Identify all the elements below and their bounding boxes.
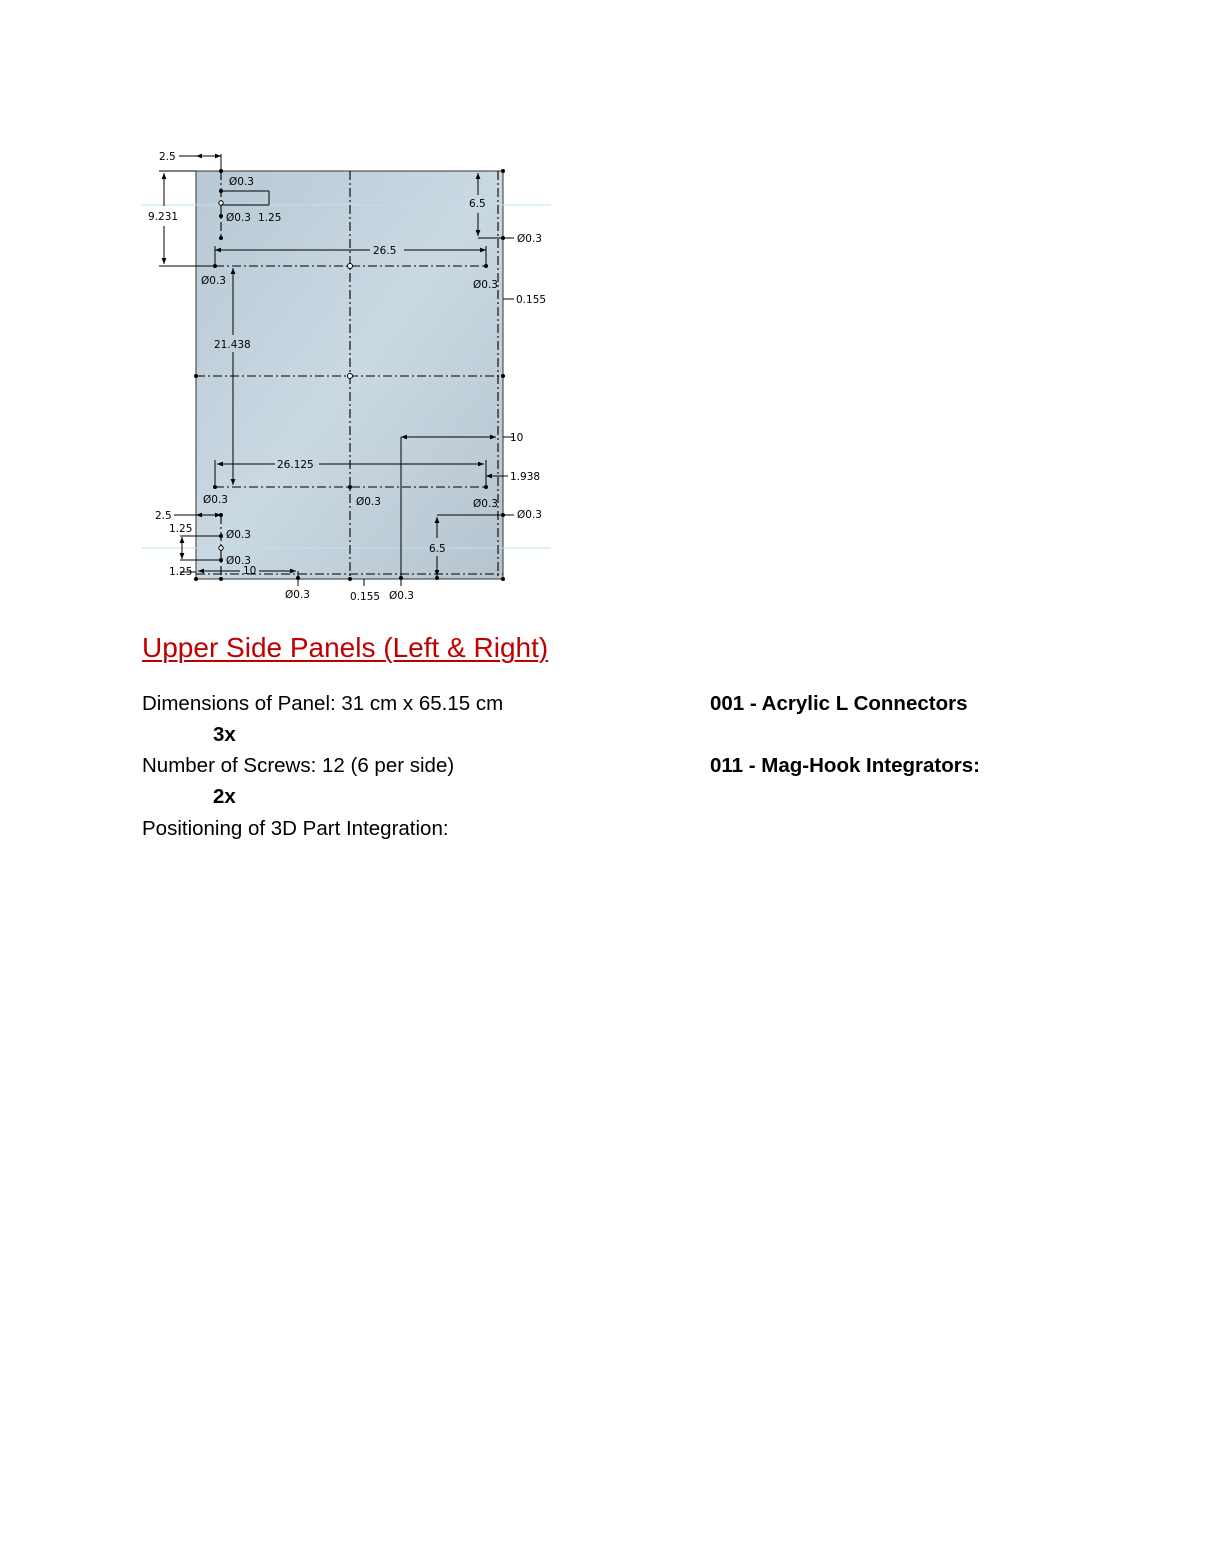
dim-0-155-bottom: 0.155 xyxy=(350,591,381,603)
mag-hook-integrators-label: 011 - Mag-Hook Integrators: xyxy=(710,754,980,777)
dim-0-155-right: 0.155 xyxy=(516,294,547,306)
dim-1-938: 1.938 xyxy=(510,471,541,483)
dim-6-5-top: 6.5 xyxy=(469,198,486,210)
dim-hole-diameter: Ø0.3 xyxy=(229,176,254,188)
dim-26-5: 26.5 xyxy=(373,245,397,257)
dim-hole-diameter: Ø0.3 xyxy=(285,589,310,601)
panel-dimensions-text: Dimensions of Panel: 31 cm x 65.15 cm xyxy=(142,692,504,715)
dim-26-125: 26.125 xyxy=(277,459,314,471)
dim-hole-diameter: Ø0.3 xyxy=(517,233,542,245)
dim-2-5-top: 2.5 xyxy=(159,151,176,163)
dim-hole-diameter: Ø0.3 xyxy=(203,494,228,506)
dim-1-25-top: 1.25 xyxy=(258,212,282,224)
dim-hole-diameter: Ø0.3 xyxy=(356,496,381,508)
dim-10-right: 10 xyxy=(510,432,524,444)
dim-6-5-bottom: 6.5 xyxy=(429,543,446,555)
dim-9-231: 9.231 xyxy=(148,211,179,223)
dim-hole-diameter: Ø0.3 xyxy=(473,498,498,510)
dim-hole-diameter: Ø0.3 xyxy=(389,590,414,602)
panel-technical-drawing xyxy=(142,140,554,610)
dim-hole-diameter: Ø0.3 xyxy=(226,529,251,541)
dim-hole-diameter: Ø0.3 xyxy=(201,275,226,287)
acrylic-l-connectors-label: 001 - Acrylic L Connectors xyxy=(710,692,968,715)
dim-1-25-bottom: 1.25 xyxy=(169,523,193,535)
quantity-2x: 2x xyxy=(213,785,236,808)
dim-hole-diameter: Ø0.3 xyxy=(226,212,251,224)
dim-hole-diameter: Ø0.3 xyxy=(226,555,251,567)
section-heading: Upper Side Panels (Left & Right) xyxy=(142,632,549,663)
dim-1-25-bottom: 1.25 xyxy=(169,566,193,578)
screw-count-text: Number of Screws: 12 (6 per side) xyxy=(142,754,455,777)
dim-21-438: 21.438 xyxy=(214,339,251,351)
dim-hole-diameter: Ø0.3 xyxy=(517,509,542,521)
quantity-3x: 3x xyxy=(213,723,236,746)
dim-hole-diameter: Ø0.3 xyxy=(473,279,498,291)
dim-2-5-bottom: 2.5 xyxy=(155,510,172,522)
positioning-text: Positioning of 3D Part Integration: xyxy=(142,817,449,840)
dim-10-bottom: 10 xyxy=(243,565,257,577)
